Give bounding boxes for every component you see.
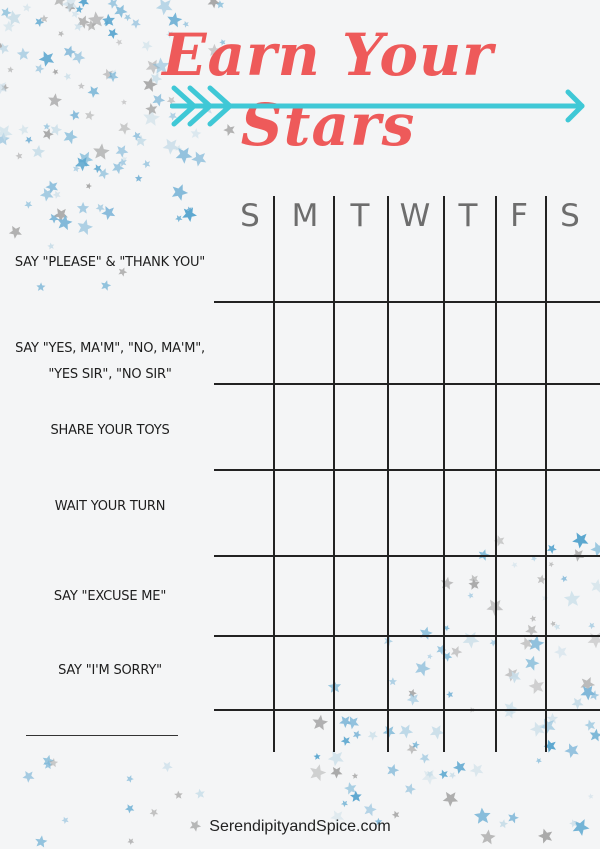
behavior-please-thank-you: SAY "PLEASE" & "THANK YOU" (14, 255, 206, 270)
day-header-tuesday: T (350, 198, 370, 234)
day-header-saturday: S (560, 198, 580, 234)
day-header-sunday: S (240, 198, 260, 234)
day-header-monday: M (291, 198, 319, 234)
day-header-friday: F (510, 198, 528, 234)
day-header-thursday: T (458, 198, 478, 234)
behavior-im-sorry: SAY "I'M SORRY" (58, 663, 162, 678)
behavior-excuse-me: SAY "EXCUSE ME" (53, 589, 167, 604)
custom-behavior-blank-line[interactable] (26, 735, 178, 736)
behavior-wait-turn: WAIT YOUR TURN (54, 499, 166, 514)
behavior-share-toys: SHARE YOUR TOYS (50, 423, 170, 438)
day-header-wednesday: W (399, 198, 431, 234)
behavior-yes-maam-sir: SAY "YES, MA'M", "NO, MA'M", "YES SIR", "NO SIR" (15, 341, 205, 382)
footer-website: SerendipityandSpice.com (209, 818, 391, 835)
chart-title: Earn Your Stars (162, 21, 494, 159)
